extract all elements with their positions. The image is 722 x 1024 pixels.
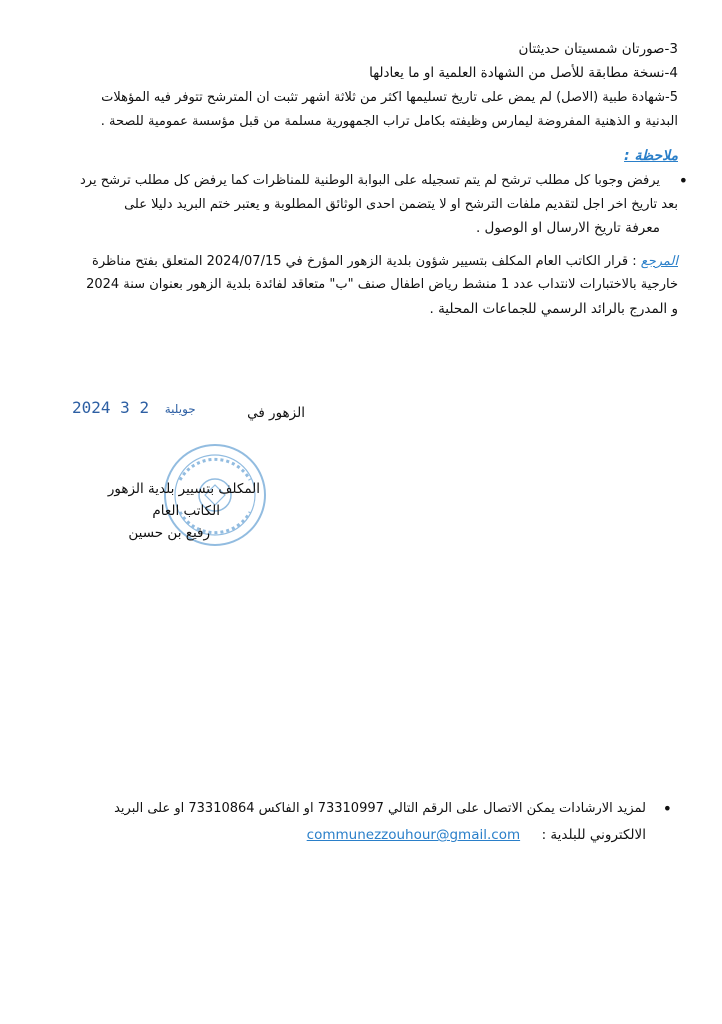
contact-line-1: لمزيد الارشادات يمكن الاتصال على الرقم التالي 73310997 او الفاكس 73310864 او على البريد xyxy=(114,801,646,816)
note-line-3: معرفة تاريخ الارسال او الوصول . xyxy=(475,220,660,236)
requirement-item-3: 3-صورتان شمسيتان حديثتان xyxy=(518,41,678,57)
requirement-item-5-line-1: 5-شهادة طبية (الاصل) لم يمض على تاريخ تسليمها اكثر من ثلاثة اشهر تثبت ان المترشح تتوفر فيه المؤهلات xyxy=(101,90,678,105)
reference-line-1 xyxy=(40,251,678,273)
stamp-day: 2 3 xyxy=(120,398,150,417)
reference-line-3: و المدرج بالرائد الرسمي للجماعات المحلية . xyxy=(429,301,678,317)
note-line-1: يرفض وجوبا كل مطلب ترشح لم يتم تسجيله على البوابة الوطنية للمناظرات كما يرفض كل مطلب ترشح يرد xyxy=(80,173,660,188)
place-date-label: الزهور في xyxy=(247,405,305,421)
bullet-icon: • xyxy=(662,799,672,818)
contact-email-label: الالكتروني للبلدية : xyxy=(541,827,646,843)
stamp-month: جويلية xyxy=(164,402,196,416)
stamp-year: 2024 xyxy=(72,398,111,417)
contact-line-2 xyxy=(250,824,646,846)
reference-label: المرجع xyxy=(640,254,678,269)
date-stamp xyxy=(72,398,202,417)
note-line-2: بعد تاريخ اخر اجل لتقديم ملفات الترشح او لا يتضمن احدى الوثائق المطلوبة و يعتبر ختم البريد دليلا على xyxy=(124,197,678,212)
signature-line-2: الكاتب العام xyxy=(152,503,220,519)
reference-line-2: خارجية بالاختبارات لانتداب عدد 1 منشط رياض اطفال صنف "ب" متعاقد لفائدة بلدية الزهور بعنوان سنة 2024 xyxy=(86,277,678,292)
signature-name: رفيع بن حسين xyxy=(128,525,210,541)
bullet-icon: • xyxy=(678,171,688,190)
note-title: ملاحظة : xyxy=(624,148,678,164)
requirement-item-4: 4-نسخة مطابقة للأصل من الشهادة العلمية او ما يعادلها xyxy=(369,65,678,81)
contact-email-link[interactable]: communezzouhour@gmail.com xyxy=(306,827,521,843)
reference-text-1: : قرار الكاتب العام المكلف بتسيير شؤون بلدية الزهور المؤرخ في 2024/07/15 المتعلق بفتح مناظرة xyxy=(92,254,637,269)
signature-block xyxy=(60,478,260,548)
requirement-item-5-line-2: البدنية و الذهنية المفروضة ليمارس وظيفته بكامل تراب الجمهورية مسلمة من قبل مؤسسة عمومية للصحة . xyxy=(100,114,678,129)
signature-line-1: المكلف بتسيير بلدية الزهور xyxy=(107,481,260,497)
